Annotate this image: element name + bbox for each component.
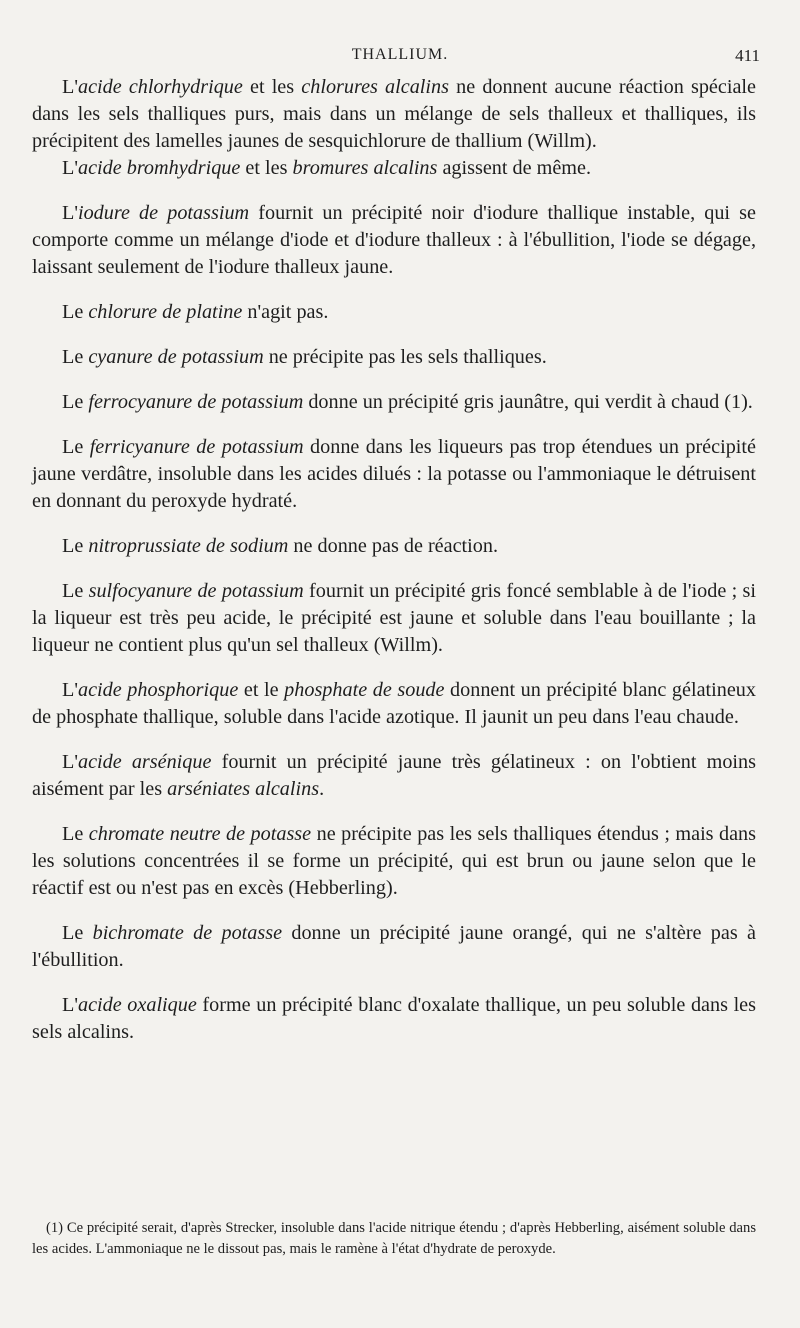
text-run: forme un précipité blanc d'oxalate thallique, un peu soluble dans les sels alcalins. [32, 994, 756, 1043]
paragraph [32, 992, 756, 1046]
text-run: fournit un précipité noir d'iodure thallique instable, qui se comporte comme un mélange d'iode et d'iodure thalleux : à l'ébullition, l'iode se dégage, laissant seulement de l'iodure thalleux jaune. [32, 202, 756, 278]
page-header [0, 46, 800, 74]
text-run: ne donnent aucune réaction spéciale dans les sels thalliques purs, mais dans un mélange de sels thalleux et thalliques, ils précipitent des lamelles jaunes de sesquichlorure de thallium (Willm). [32, 76, 756, 152]
text-run: Le [62, 436, 90, 458]
italic-term: cyanure de potassium [88, 346, 264, 368]
text-run: fournit un précipité gris foncé semblable à de l'iode ; si la liqueur est très peu acide, le précipité est jaune et soluble dans l'eau bouillante ; la liqueur ne contient plus qu'un sel thalleux (Willm). [32, 580, 756, 656]
text-run: Le [62, 922, 93, 944]
text-run: Le [62, 301, 89, 323]
text-run: ne précipite pas les sels thalliques étendus ; mais dans les solutions concentrées il se forme un précipité, qui est brun ou jaune selon que le réactif est ou n'est pas en excès (Hebberling). [32, 823, 757, 899]
page-number: 411 [735, 46, 760, 65]
text-run: L' [62, 76, 78, 98]
paragraph [32, 578, 756, 659]
body-text [32, 74, 756, 1046]
text-run: L' [62, 679, 78, 701]
text-run: Le [62, 391, 89, 413]
italic-term: acide chlorhydrique [77, 76, 243, 98]
paragraph [32, 299, 756, 326]
italic-term: acide arsénique [77, 751, 212, 773]
italic-term: sulfocyanure de potassium [88, 580, 304, 602]
paragraph [32, 200, 756, 281]
paragraph [32, 677, 756, 731]
italic-term: bichromate de potasse [92, 922, 283, 944]
text-run: agissent de même. [437, 157, 591, 179]
footnote: (1) Ce précipité serait, d'après Strecker, insoluble dans l'acide nitrique étendu ; d'après Hebberling, aisément soluble dans les acides. L'ammoniaque ne le dissout pas, mais le ramène à l'état d'hydrate de peroxyde. [32, 1220, 756, 1257]
text-run: L' [62, 994, 78, 1016]
paragraph [32, 389, 756, 416]
text-run: et les [242, 76, 302, 98]
italic-term: nitroprussiate de sodium [88, 535, 289, 557]
text-run: Le [62, 823, 89, 845]
italic-term: chromate neutre de potasse [88, 823, 312, 845]
italic-term: acide phosphorique [77, 679, 239, 701]
text-run: Le [62, 535, 89, 557]
text-run: L' [62, 202, 78, 224]
paragraph [32, 920, 756, 974]
text-run: ne précipite pas les sels thalliques. [263, 346, 547, 368]
text-run: donne un précipité gris jaunâtre, qui verdit à chaud (1). [303, 391, 753, 413]
text-run: n'agit pas. [242, 301, 329, 323]
paragraph [32, 344, 756, 371]
text-run: donnent un précipité blanc gélatineux de phosphate thallique, soluble dans l'acide azotique. Il jaunit un peu dans l'eau chaude. [32, 679, 756, 728]
text-run: ne donne pas de réaction. [288, 535, 499, 557]
paragraph [32, 434, 756, 515]
italic-term: chlorure de platine [88, 301, 243, 323]
text-run: donne un précipité jaune orangé, qui ne s'altère pas à l'ébullition. [32, 922, 756, 971]
text-run: donne dans les liqueurs pas trop étendues un précipité jaune verdâtre, insoluble dans les acides dilués : la potasse ou l'ammoniaque le détruisent en donnant du peroxyde hydraté. [32, 436, 756, 512]
paragraph [32, 74, 756, 155]
italic-term: ferrocyanure de potassium [88, 391, 304, 413]
italic-term: chlorures alcalins [301, 76, 449, 98]
text-run: L' [62, 157, 78, 179]
italic-term: ferricyanure de potassium [89, 436, 304, 458]
text-run: . [319, 778, 325, 800]
text-run: et le [238, 679, 285, 701]
text-run: Le [62, 346, 89, 368]
text-run: et les [240, 157, 293, 179]
paragraph [32, 155, 756, 182]
text-run: Le [62, 580, 89, 602]
italic-term: arséniates alcalins [167, 778, 320, 800]
italic-term: acide oxalique [77, 994, 197, 1016]
paragraph [32, 749, 756, 803]
text-run: L' [62, 751, 78, 773]
paragraph [32, 821, 756, 902]
paragraph [32, 533, 756, 560]
italic-term: acide bromhydrique [77, 157, 241, 179]
text-run: fournit un précipité jaune très gélatineux : on l'obtient moins aisément par les [32, 751, 756, 800]
running-title: THALLIUM. [351, 46, 449, 63]
italic-term: bromures alcalins [292, 157, 438, 179]
italic-term: phosphate de soude [284, 679, 445, 701]
italic-term: iodure de potassium [77, 202, 250, 224]
